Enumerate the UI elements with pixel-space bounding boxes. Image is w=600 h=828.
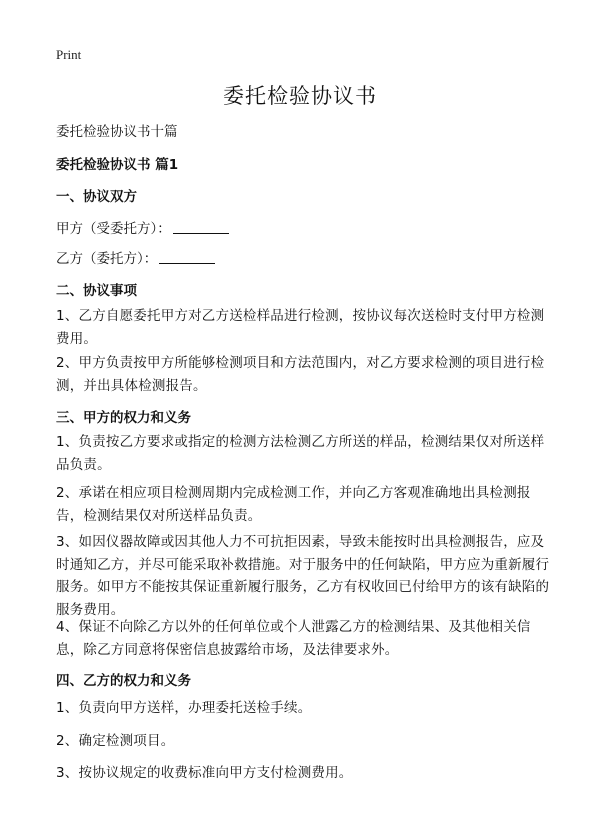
party-a-paragraph-2: 2、承诺在相应项目检测周期内完成检测工作，并向乙方客观准确地出具检测报告，检测结果仅对所送样品负责。 (56, 485, 531, 524)
matters-paragraph-2: 2、甲方负责按甲方所能够检测项目和方法范围内，对乙方要求检测的项目进行检测，并出具体检测报告。 (56, 355, 545, 394)
article-heading: 委托检验协议书 篇1 (56, 157, 179, 173)
matters-paragraph-1: 1、乙方自愿委托甲方对乙方送检样品进行检测，按协议每次送检时支付甲方检测费用。 (56, 308, 545, 347)
print-link[interactable]: Print (56, 47, 82, 62)
section-heading-party-b-rights: 四、乙方的权力和义务 (56, 673, 191, 689)
party-b-paragraph-3: 3、按协议规定的收费标准向甲方支付检测费用。 (56, 765, 353, 781)
section-heading-parties: 一、协议双方 (56, 189, 137, 205)
party-a-paragraph-1: 1、负责按乙方要求或指定的检测方法检测乙方所送的样品，检测结果仅对所送样品负责。 (56, 434, 545, 473)
section-heading-matters: 二、协议事项 (56, 283, 137, 299)
party-a-paragraph-4: 4、保证不向除乙方以外的任何单位或个人泄露乙方的检测结果、及其他相关信息，除乙方同意将保密信息披露给市场，及法律要求外。 (56, 619, 531, 658)
section-heading-party-a-rights: 三、甲方的权力和义务 (56, 410, 191, 426)
party-a-line (56, 217, 229, 237)
document-subtitle: 委托检验协议书十篇 (56, 124, 178, 140)
document-title: 委托检验协议书 (223, 84, 377, 108)
party-a-paragraph-3: 3、如因仪器故障或因其他人力不可抗拒因素，导致未能按时出具检测报告，应及时通知乙方，并尽可能采取补救措施。对于服务中的任何缺陷，甲方应为重新履行服务。如甲方不能按其保证重新履行服务，乙方有权收回已付给甲方的该有缺陷的服务费用。 (56, 534, 550, 618)
party-b-blank (159, 249, 215, 264)
party-b-paragraph-2: 2、确定检测项目。 (56, 733, 175, 749)
party-a-label: 甲方（受委托方）： (56, 221, 171, 237)
party-b-label: 乙方（委托方）： (56, 251, 158, 267)
party-b-paragraph-1: 1、负责向甲方送样，办理委托送检手续。 (56, 700, 312, 716)
party-a-blank (173, 219, 229, 234)
party-b-line (56, 247, 215, 267)
